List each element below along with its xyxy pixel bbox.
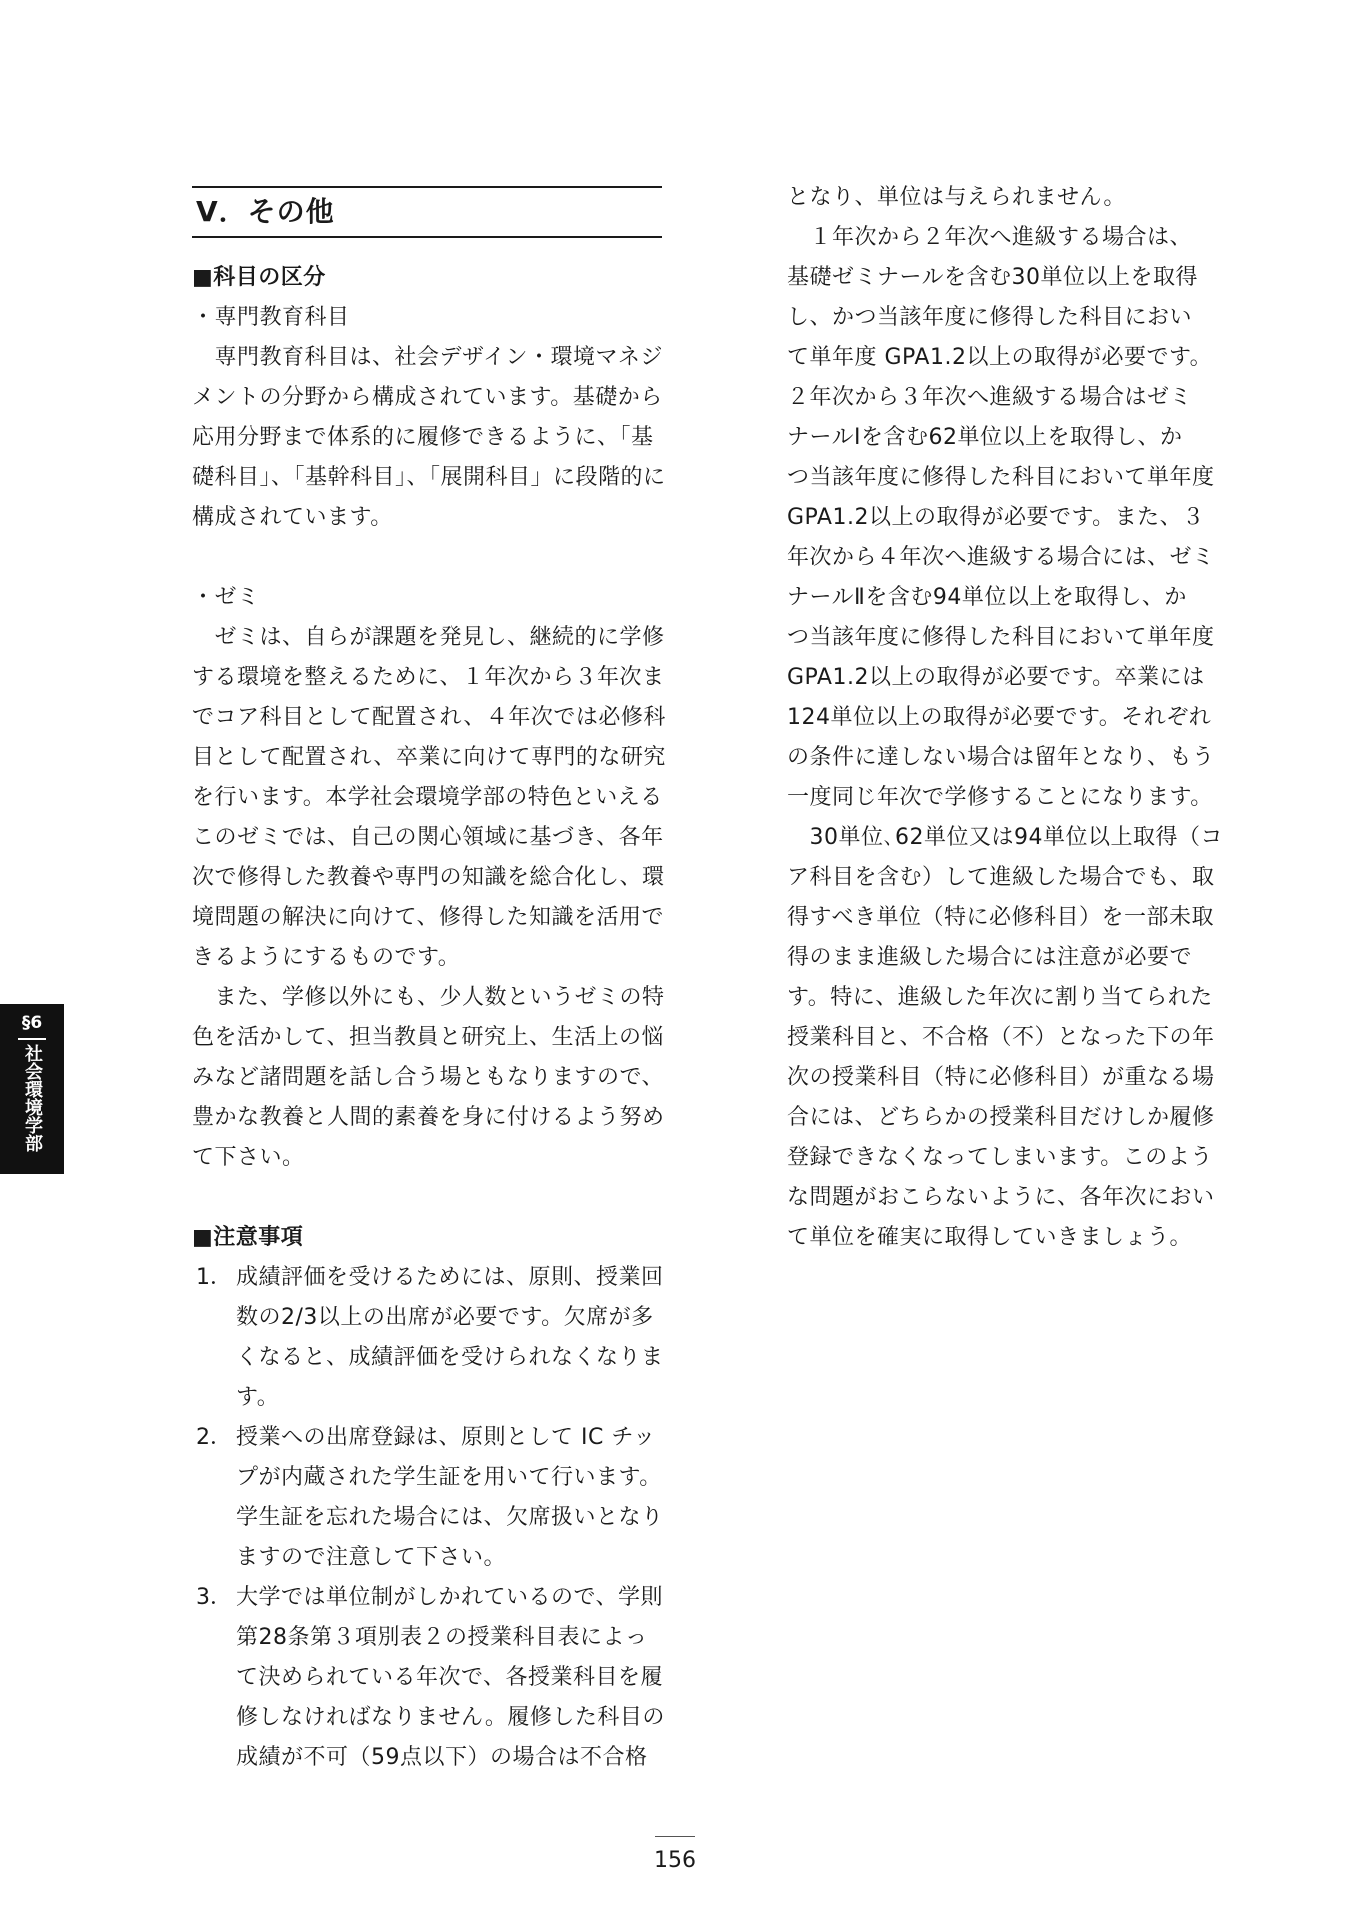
right-line: つ当該年度に修得した科目において単年度 [787,465,1215,490]
zemi-line: を行います。本学社会環境学部の特色といえる [192,785,663,810]
right-line: 年次から４年次へ進級する場合には、ゼミ [787,545,1215,570]
zemi-line: て下さい。 [192,1145,305,1170]
side-tab-section-number: §6 [21,1013,43,1033]
zemi-line: 豊かな教養と人間的素養を身に付けるよう努め [192,1105,665,1130]
right-line: す。特に、進級した年次に割り当てられた [787,985,1213,1010]
chui-item-number: 3． [196,1585,232,1610]
right-line: １年次から２年次へ進級する場合は、 [787,225,1193,250]
right-line: ２年次から３年次へ進級する場合はゼミ [787,385,1193,410]
right-line: 次の授業科目（特に必修科目）が重なる場 [787,1065,1215,1090]
zemi-line: ゼミは、自らが課題を発見し、継続的に学修 [192,625,665,650]
zemi-line: する環境を整えるために、１年次から３年次ま [192,665,665,690]
chui-item-line: 第28条第３項別表２の授業科目表によっ [236,1625,648,1650]
chui-item-number: 2． [196,1425,232,1450]
chui-heading: ■注意事項 [192,1225,304,1250]
chui-item-line: 修しなければなりません。履修した科目の [236,1705,665,1730]
right-line: 30単位､62単位又は94単位以上取得（コ [787,825,1223,850]
right-line: 124単位以上の取得が必要です。それぞれ [787,705,1212,730]
section-title-bottom-rule [192,236,662,238]
right-line: の条件に達しない場合は留年となり、もう [787,745,1215,770]
section-side-tab [0,1004,64,1174]
senmon-line: 構成されています。 [192,505,393,530]
page-number-rule [655,1836,695,1837]
senmon-line: 専門教育科目は、社会デザイン・環境マネジ [192,345,663,370]
right-line: つ当該年度に修得した科目において単年度 [787,625,1215,650]
side-tab-label: 社会環境学部 [22,1044,43,1152]
zemi-line: このゼミでは、自己の関心領域に基づき、各年 [192,825,664,850]
zemi-label: ・ゼミ [192,585,260,610]
right-line: ナールⅠを含む62単位以上を取得し、か [787,425,1183,450]
right-line: ナールⅡを含む94単位以上を取得し、か [787,585,1187,610]
page-number: 156 [654,1848,696,1873]
zemi-line: 次で修得した教養や専門の知識を総合化し、環 [192,865,665,890]
zemi-line: 色を活かして、担当教員と研究上、生活上の悩 [192,1025,665,1050]
right-line: な問題がおこらないように、各年次におい [787,1185,1215,1210]
side-tab-divider [18,1038,46,1040]
right-line: し、かつ当該年度に修得した科目におい [787,305,1193,330]
right-line: となり、単位は与えられません。 [787,185,1126,210]
chui-item-number: 1． [196,1265,232,1290]
zemi-line: 境問題の解決に向けて、修得した知識を活用で [192,905,665,930]
senmon-line: メントの分野から構成されています。基礎から [192,385,663,410]
chui-item-line: ますので注意して下さい。 [236,1545,507,1570]
chui-item-line: くなると、成績評価を受けられなくなりま [236,1345,664,1370]
right-line: 登録できなくなってしまいます。このよう [787,1145,1213,1170]
right-line: 一度同じ年次で学修することになります。 [787,785,1213,810]
chui-item-line: 学生証を忘れた場合には、欠席扱いとなり [236,1505,664,1530]
right-line: 基礎ゼミナールを含む30単位以上を取得 [787,265,1199,290]
section-title: Ⅴ．その他 [196,195,335,228]
senmon-line: 応用分野まで体系的に履修できるように、「基 [192,425,654,450]
zemi-line: でコア科目として配置され、４年次では必修科 [192,705,666,730]
chui-item-line: す。 [236,1385,280,1410]
right-line: て単位を確実に取得していきましょう。 [787,1225,1193,1250]
zemi-line: きるようにするものです。 [192,945,461,970]
zemi-line: みなど諸問題を話し合う場ともなりますので、 [192,1065,665,1090]
right-line: 合には、どちらかの授業科目だけしか履修 [787,1105,1215,1130]
chui-item-line: 成績評価を受けるためには、原則、授業回 [236,1265,664,1290]
zemi-line: 目として配置され、卒業に向けて専門的な研究 [192,745,666,770]
right-line: 授業科目と、不合格（不）となった下の年 [787,1025,1215,1050]
right-line: 得すべき単位（特に必修科目）を一部未取 [787,905,1215,930]
zemi-line: また、学修以外にも、少人数というゼミの特 [192,985,665,1010]
kamoku-heading: ■科目の区分 [192,265,326,290]
chui-item-line: 授業への出席登録は、原則として IC チッ [236,1425,656,1450]
chui-item-line: 大学では単位制がしかれているので、学則 [236,1585,664,1610]
right-line: GPA1.2以上の取得が必要です。また、３ [787,505,1205,530]
chui-item-line: 成績が不可（59点以下）の場合は不合格 [236,1745,648,1770]
right-line: GPA1.2以上の取得が必要です。卒業には [787,665,1205,690]
section-title-top-rule [192,186,662,188]
senmon-line: 礎科目」、「基幹科目」、「展開科目」に段階的に [192,465,666,490]
right-line: 得のまま進級した場合には注意が必要で [787,945,1193,970]
senmon-label: ・専門教育科目 [192,305,350,330]
chui-item-line: プが内蔵された学生証を用いて行います。 [236,1465,662,1490]
right-line: ア科目を含む）して進級した場合でも、取 [787,865,1215,890]
chui-item-line: て決められている年次で、各授業科目を履 [236,1665,664,1690]
chui-item-line: 数の2/3以上の出席が必要です。欠席が多 [236,1305,654,1330]
right-line: て単年度 GPA1.2以上の取得が必要です。 [787,345,1213,370]
